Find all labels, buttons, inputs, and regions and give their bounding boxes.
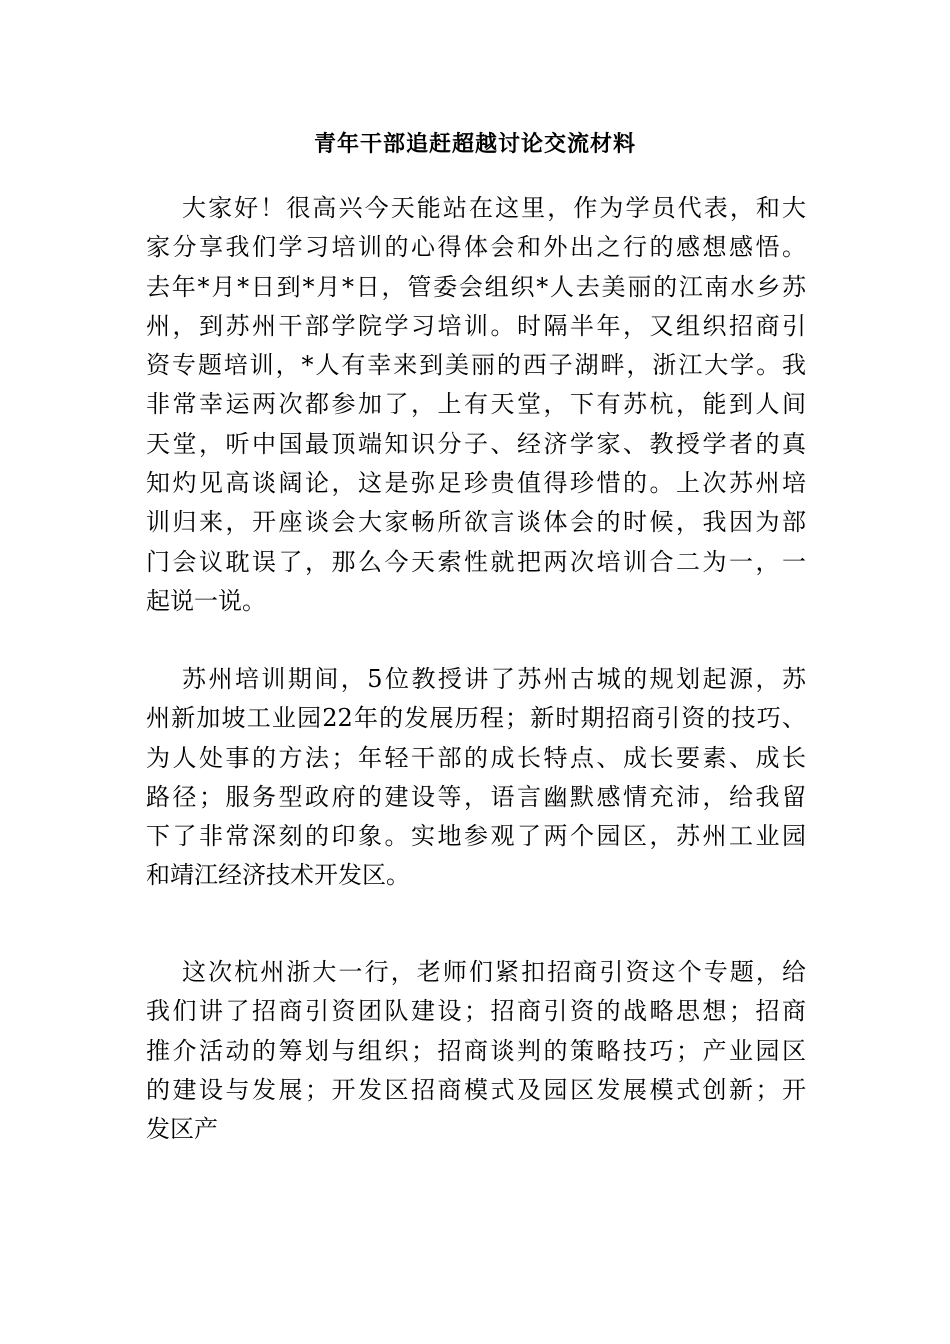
paragraph-line: 知灼见高谈阔论，这是弥足珍贵值得珍惜的。上次苏州培 (146, 469, 806, 498)
paragraph-line: 苏州培训期间，5位教授讲了苏州古城的规划起源，苏 (182, 665, 806, 693)
paragraph-line: 训归来，开座谈会大家畅所欲言谈体会的时候，我因为部 (146, 508, 806, 537)
document-title: 青年干部追赶超越讨论交流材料 (313, 131, 636, 157)
paragraph-line: 门会议耽误了，那么今天索性就把两次培训合二为一，一 (146, 547, 806, 576)
paragraph-3 (146, 953, 806, 1149)
paragraph-line: 推介活动的筹划与组织；招商谈判的策略技巧；产业园区 (146, 1036, 806, 1065)
paragraph-line: 大家好！很高兴今天能站在这里，作为学员代表，和大 (182, 194, 806, 222)
paragraph-line: 这次杭州浙大一行，老师们紧扣招商引资这个专题，给 (182, 958, 806, 986)
paragraph-line: 的建设与发展；开发区招商模式及园区发展模式创新；开 (146, 1075, 806, 1104)
paragraph-line: 下了非常深刻的印象。实地参观了两个园区，苏州工业园 (146, 822, 806, 851)
paragraph-line: 路径；服务型政府的建设等，语言幽默感情充沛，给我留 (146, 782, 806, 811)
paragraph-line: 州新加坡工业园22年的发展历程；新时期招商引资的技巧、 (146, 704, 806, 733)
paragraph-1 (146, 189, 806, 621)
paragraph-line: 非常幸运两次都参加了，上有天堂，下有苏杭，能到人间 (146, 390, 806, 419)
paragraph-line: 资专题培训，*人有幸来到美丽的西子湖畔，浙江大学。我 (146, 351, 806, 380)
paragraph-line: 和靖江经济技术开发区。 (146, 861, 410, 890)
paragraph-line: 发区产 (146, 1115, 218, 1144)
paragraph-line: 去年*月*日到*月*日，管委会组织*人去美丽的江南水乡苏 (146, 272, 806, 301)
paragraph-2 (146, 660, 806, 896)
paragraph-line: 州，到苏州干部学院学习培训。时隔半年，又组织招商引 (146, 311, 806, 340)
paragraph-line: 起说一说。 (146, 586, 266, 615)
paragraph-line: 我们讲了招商引资团队建设；招商引资的战略思想；招商 (146, 997, 806, 1026)
paragraph-line: 家分享我们学习培训的心得体会和外出之行的感想感悟。 (146, 233, 806, 262)
paragraph-line: 为人处事的方法；年轻干部的成长特点、成长要素、成长 (146, 743, 806, 772)
paragraph-line: 天堂，听中国最顶端知识分子、经济学家、教授学者的真 (146, 429, 806, 458)
